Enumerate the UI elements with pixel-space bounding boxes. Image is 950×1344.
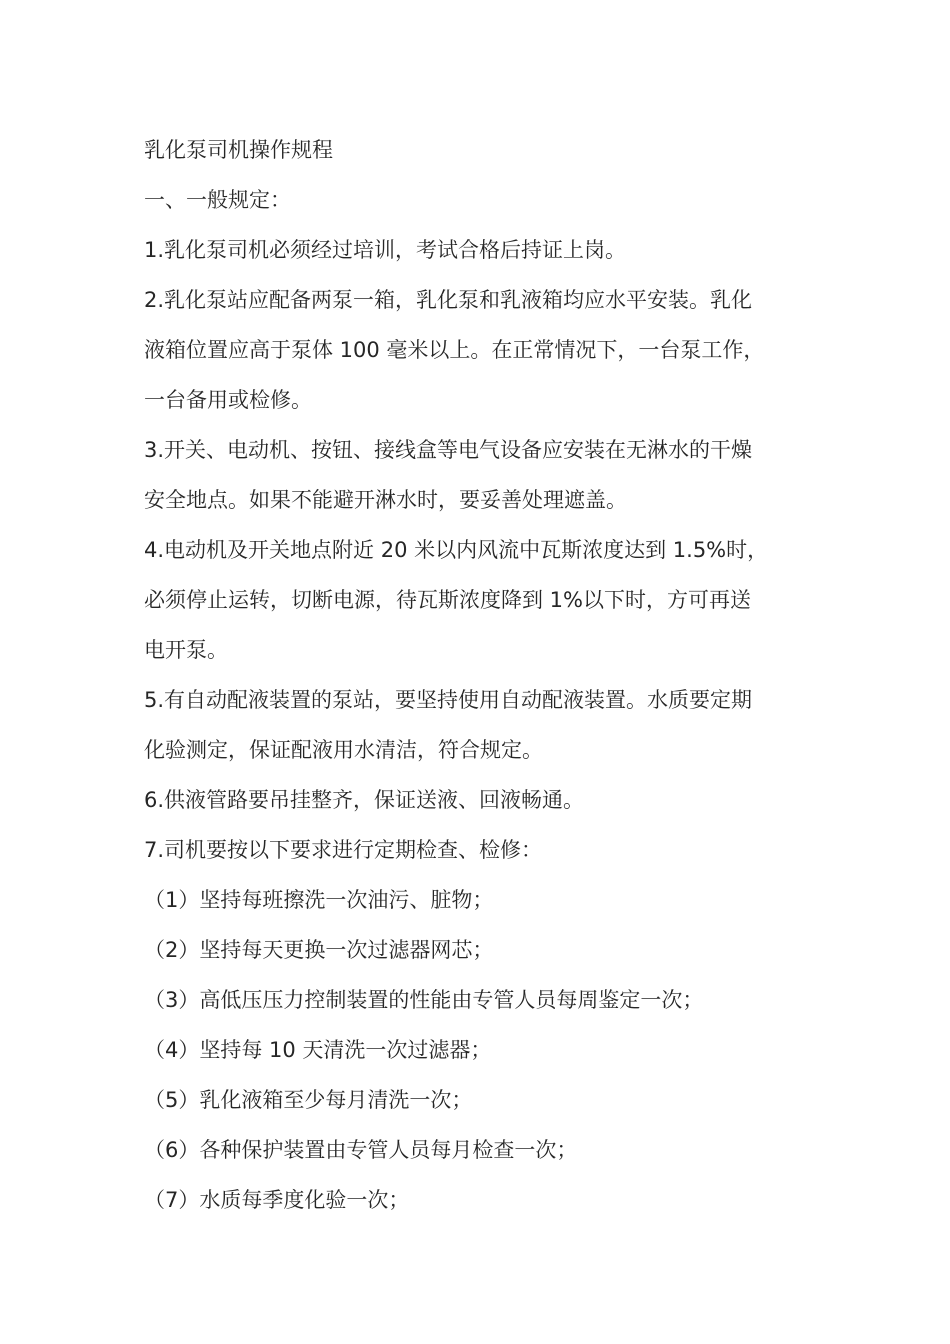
rule-line: 一台备用或检修。 bbox=[144, 388, 312, 412]
rule-line: 必须停止运转，切断电源，待瓦斯浓度降到 1%以下时，方可再送 bbox=[144, 588, 751, 612]
rule-line: 4.电动机及开关地点附近 20 米以内风流中瓦斯浓度达到 1.5%时， bbox=[144, 538, 769, 562]
rule-line: 5.有自动配液装置的泵站，要坚持使用自动配液装置。水质要定期 bbox=[144, 688, 753, 712]
section-heading: 一、一般规定： bbox=[144, 188, 291, 212]
rule-line: 液箱位置应高于泵体 100 毫米以上。在正常情况下，一台泵工作， bbox=[144, 338, 765, 362]
rule-line: 化验测定，保证配液用水清洁，符合规定。 bbox=[144, 738, 543, 762]
check-item: （1）坚持每班擦洗一次油污、脏物； bbox=[144, 888, 494, 912]
check-item: （7）水质每季度化验一次； bbox=[144, 1188, 410, 1212]
check-item: （3）高低压压力控制装置的性能由专管人员每周鉴定一次； bbox=[144, 988, 704, 1012]
check-item: （5）乳化液箱至少每月清洗一次； bbox=[144, 1088, 473, 1112]
check-item: （2）坚持每天更换一次过滤器网芯； bbox=[144, 938, 494, 962]
document-title: 乳化泵司机操作规程 bbox=[144, 138, 333, 162]
rule-line: 安全地点。如果不能避开淋水时，要妥善处理遮盖。 bbox=[144, 488, 627, 512]
check-item: （6）各种保护装置由专管人员每月检查一次； bbox=[144, 1138, 578, 1162]
rule-line: 3.开关、电动机、按钮、接线盒等电气设备应安装在无淋水的干燥 bbox=[144, 438, 753, 462]
rule-line: 6.供液管路要吊挂整齐，保证送液、回液畅通。 bbox=[144, 788, 585, 812]
rule-line: 7.司机要按以下要求进行定期检查、检修： bbox=[144, 838, 543, 862]
rule-line: 1.乳化泵司机必须经过培训，考试合格后持证上岗。 bbox=[144, 238, 627, 262]
check-item: （4）坚持每 10 天清洗一次过滤器； bbox=[144, 1038, 492, 1062]
document-body bbox=[144, 125, 814, 1225]
rule-line: 电开泵。 bbox=[144, 638, 228, 662]
rule-line: 2.乳化泵站应配备两泵一箱，乳化泵和乳液箱均应水平安装。乳化 bbox=[144, 288, 753, 312]
